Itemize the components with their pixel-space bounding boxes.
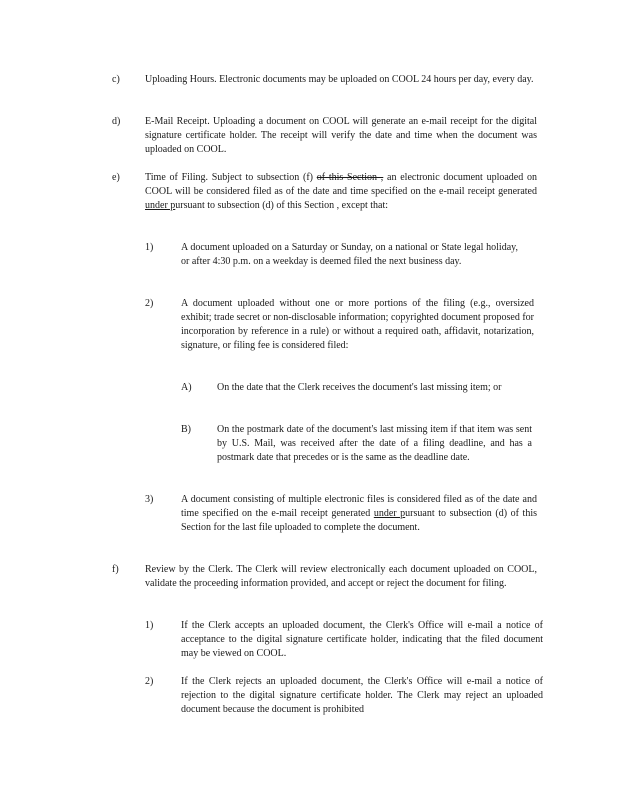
item-e3-text bbox=[181, 493, 537, 535]
item-e-text-b: an electronic document uploaded on COOL will be considered filed as of the date and time specified on the e-mail receipt generated bbox=[145, 172, 537, 197]
item-e3-marker: 3) bbox=[145, 494, 154, 505]
item-e-deleted-text: of this Section , bbox=[316, 172, 384, 183]
item-e2-marker: 2) bbox=[145, 298, 154, 309]
item-e-text bbox=[145, 171, 537, 213]
item-f-marker: f) bbox=[112, 564, 119, 575]
item-e3-text-a: A document consisting of multiple electronic files is considered filed as of the date and time specified on the e-mail receipt generated bbox=[181, 494, 537, 519]
item-e2a-marker: A) bbox=[181, 382, 192, 393]
item-d-text: E-Mail Receipt. Uploading a document on COOL will generate an e-mail receipt for the digital signature certificate holder. The receipt will verify the date and time when the document was uploaded on COOL. bbox=[145, 116, 537, 155]
item-e1-text: A document uploaded on a Saturday or Sunday, on a national or State legal holiday, or after 4:30 p.m. on a weekday is deemed filed the next business day. bbox=[181, 242, 518, 267]
item-f1-text: If the Clerk accepts an uploaded document, the Clerk's Office will e-mail a notice of acceptance to the digital signature certificate holder, indicating that the filed document may be viewed on COOL. bbox=[181, 620, 543, 659]
item-c-marker: c) bbox=[112, 74, 120, 85]
item-e3-text-b: ursuant to subsection (d) of this Section for the last file uploaded to complete the document. bbox=[181, 508, 537, 533]
item-f2-text: If the Clerk rejects an uploaded document, the Clerk's Office will e-mail a notice of rejection to the digital signature certificate holder. The Clerk may reject an uploaded document because the document is prohibited bbox=[181, 676, 543, 715]
item-d-marker: d) bbox=[112, 116, 121, 127]
item-e2a-text: On the date that the Clerk receives the document's last missing item; or bbox=[217, 382, 502, 393]
item-e3-inserted-text: under p bbox=[373, 508, 406, 519]
item-e-text-c: ursuant to subsection (d) of this Section , except that: bbox=[175, 200, 389, 211]
item-e-marker: e) bbox=[112, 172, 120, 183]
item-e2b-marker: B) bbox=[181, 424, 191, 435]
item-f2-marker: 2) bbox=[145, 676, 154, 687]
item-c-text: Uploading Hours. Electronic documents may be uploaded on COOL 24 hours per day, every day. bbox=[145, 74, 534, 85]
item-e-text-a: Time of Filing. Subject to subsection (f) bbox=[145, 172, 317, 183]
item-e2b-text: On the postmark date of the document's last missing item if that item was sent by U.S. Mail, was received after the date of a filing deadline, and has a postmark date that precedes or is the same as the deadline date. bbox=[217, 424, 532, 463]
item-f1-marker: 1) bbox=[145, 620, 154, 631]
item-e-inserted-text: under p bbox=[145, 200, 176, 211]
item-e2-text: A document uploaded without one or more portions of the filing (e.g., oversized exhibit; trade secret or non-disclosable information; copyrighted document proposed for incorporation by reference in a rule) or without a required oath, affidavit, notarization, signature, or filing fee is considered filed: bbox=[181, 298, 534, 351]
item-f-text: Review by the Clerk. The Clerk will review electronically each document uploaded on COOL, validate the proceeding information provided, and accept or reject the document for filing. bbox=[145, 564, 537, 589]
item-e1-marker: 1) bbox=[145, 242, 154, 253]
